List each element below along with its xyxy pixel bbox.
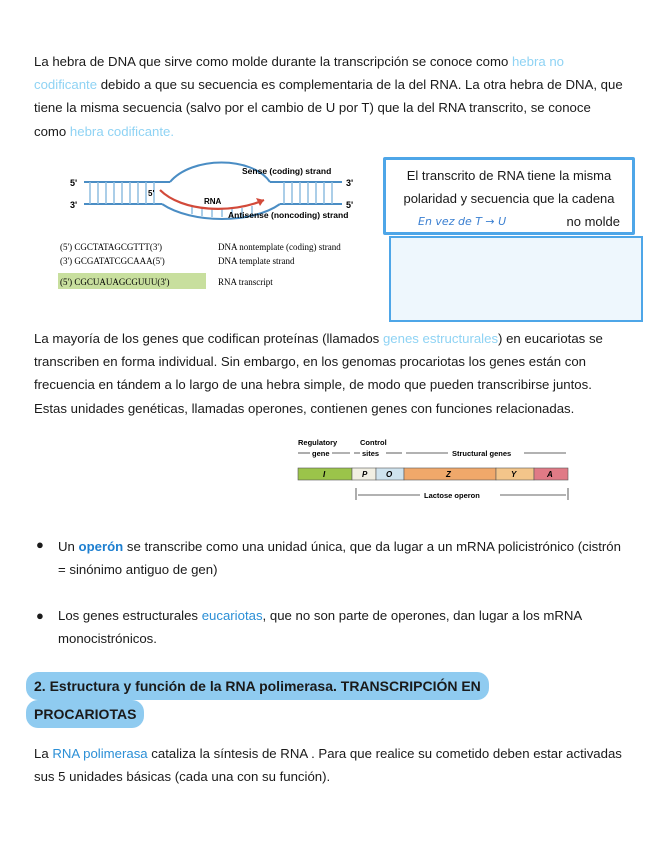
lactose-operon-caption: Lactose operon bbox=[424, 491, 480, 500]
svg-text:sites: sites bbox=[362, 449, 380, 458]
svg-text:5': 5' bbox=[148, 189, 155, 198]
transcription-figure bbox=[52, 160, 372, 300]
term-operon: operón bbox=[78, 539, 124, 554]
section-heading: 2. Estructura y función de la RNA polimerasa. TRANSCRIPCIÓN EN PROCARIOTAS bbox=[26, 672, 489, 728]
paragraph-operons: La mayoría de los genes que codifican proteínas (llamados genes estructurales) en eucariotas se transcriben en forma individual. Sin embargo, en los genomas procariotas los genes están con frecuencia en tándem a lo largo de una hebra simple, de modo que pueden transcribirse juntos. Estas unidades genéticas, llamadas operones, contienen genes con funciones relacionadas. bbox=[34, 331, 603, 416]
svg-text:Regulatory: Regulatory bbox=[298, 438, 338, 447]
svg-text:5': 5' bbox=[70, 178, 78, 188]
svg-text:(5') CGCTATAGCGTTT(3'): (5') CGCTATAGCGTTT(3') bbox=[60, 242, 163, 252]
list-item-eucariotas: Los genes estructurales eucariotas, que no son parte de operones, dan lugar a los mRNA monocistrónicos. bbox=[58, 608, 582, 647]
svg-text:5': 5' bbox=[346, 200, 354, 210]
annotation-note: El transcrito de RNA tiene la misma polaridad y secuencia que la cadena En vez de T → U no molde bbox=[383, 157, 635, 235]
annotation-empty-box bbox=[389, 236, 643, 322]
svg-text:Y: Y bbox=[511, 470, 517, 479]
term-genes-estructurales: genes estructurales bbox=[382, 331, 499, 346]
svg-text:(5') CGCUAUAGCGUUU(3'): (5') CGCUAUAGCGUUU(3') bbox=[60, 277, 170, 287]
paragraph-template-strand: La hebra de DNA que sirve como molde durante la transcripción se conoce como hebra no codificante debido a que su secuencia es complementaria de la del RNA. La otra hebra de DNA, que tiene la misma secuencia (salvo por el cambio de U por T) que la del RNA transcrito, se conoce como hebra codificante. bbox=[34, 54, 623, 139]
list-item-operon: Un operón se transcribe como una unidad única, que da lugar a un mRNA policistrónico (cistrón = sinónimo antiguo de gen) bbox=[58, 539, 621, 578]
svg-text:O: O bbox=[386, 470, 393, 479]
antisense-strand-label: Antisense (noncoding) strand bbox=[228, 210, 349, 220]
sense-strand-label: Sense (coding) strand bbox=[242, 166, 332, 176]
svg-text:(3') GCGATATCGCAAA(5'): (3') GCGATATCGCAAA(5') bbox=[60, 256, 165, 266]
svg-text:A: A bbox=[547, 470, 553, 479]
handwritten-note: En vez de T → U bbox=[418, 215, 507, 228]
svg-text:I: I bbox=[323, 470, 326, 479]
term-rna-polimerasa: RNA polimerasa bbox=[52, 746, 148, 761]
svg-text:3': 3' bbox=[346, 178, 354, 188]
term-hebra-codificante: hebra codificante. bbox=[69, 123, 175, 139]
bullet-marker: ● bbox=[36, 537, 44, 552]
svg-text:Control: Control bbox=[360, 438, 387, 447]
svg-text:Z: Z bbox=[446, 470, 451, 479]
svg-text:DNA template strand: DNA template strand bbox=[218, 256, 295, 266]
svg-text:DNA nontemplate (coding) stran: DNA nontemplate (coding) strand bbox=[218, 242, 341, 252]
paragraph-rna-polimerasa: La RNA polimerasa cataliza la síntesis de RNA . Para que realice su cometido deben estar activadas sus 5 unidades básicas (cada una con su función). bbox=[34, 746, 622, 785]
term-eucariotas: eucariotas bbox=[201, 608, 263, 623]
svg-text:gene: gene bbox=[312, 449, 330, 458]
bullet-marker: ● bbox=[36, 608, 44, 623]
svg-text:RNA: RNA bbox=[204, 197, 222, 206]
svg-text:RNA transcript: RNA transcript bbox=[218, 277, 273, 287]
operon-figure bbox=[294, 436, 574, 506]
svg-text:3': 3' bbox=[70, 200, 78, 210]
svg-text:Structural genes: Structural genes bbox=[452, 449, 512, 458]
term-hebra-no-codificante: hebra no codificante bbox=[34, 54, 564, 93]
svg-text:P: P bbox=[362, 470, 368, 479]
